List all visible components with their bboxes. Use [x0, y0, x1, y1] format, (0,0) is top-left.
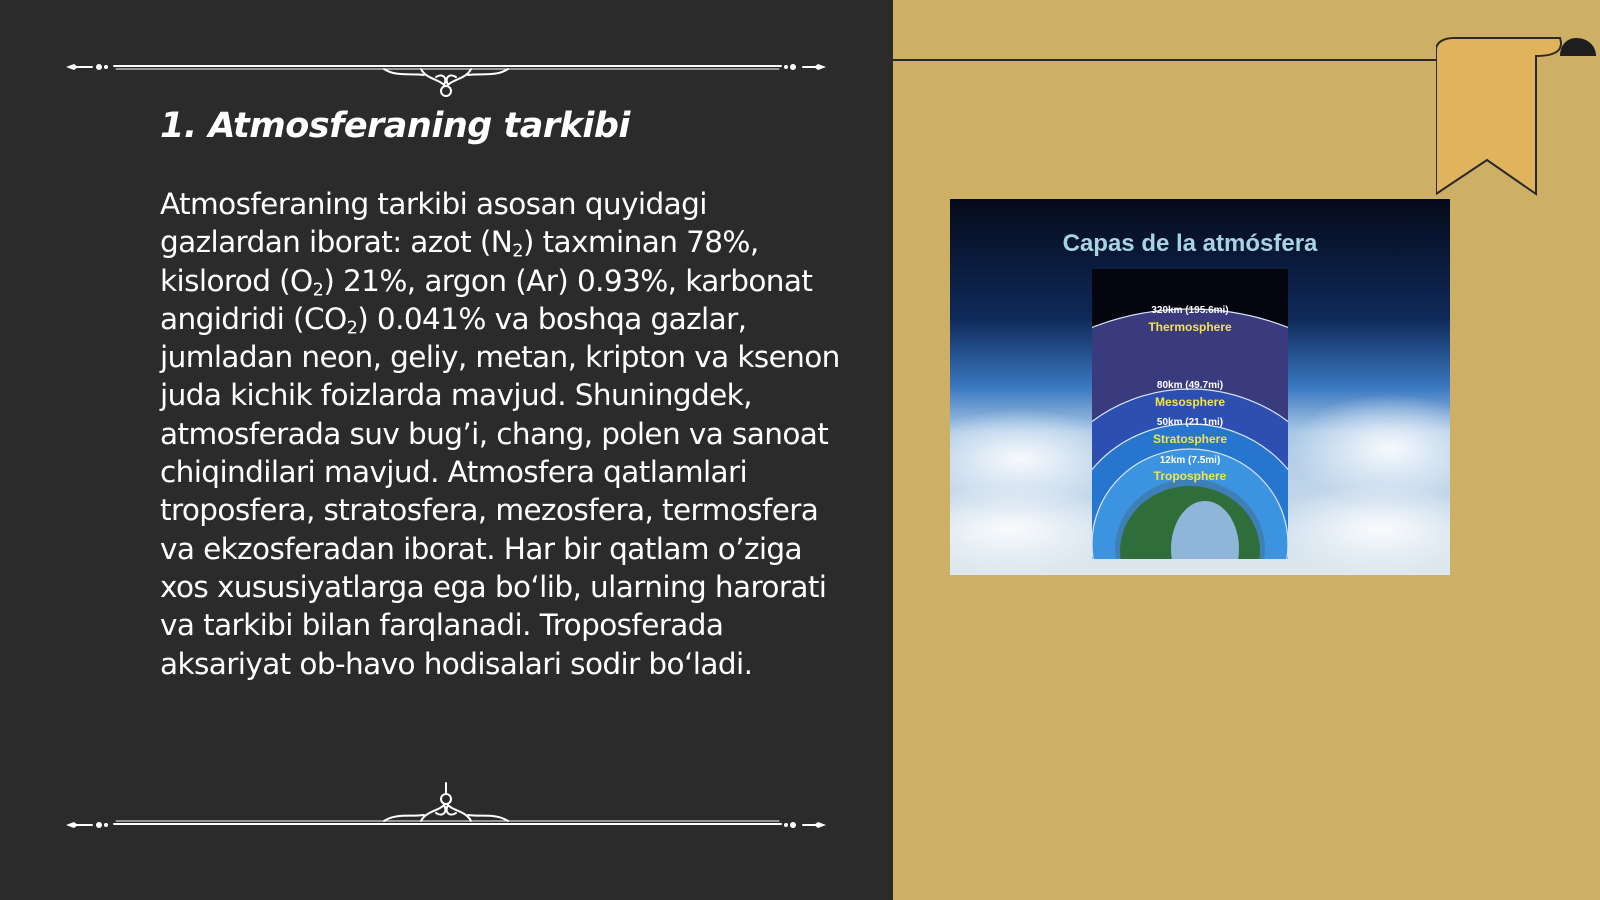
body-text-segment: ) 21%, argon (Ar) 0.93%, karbonat angidridi (CO	[160, 263, 813, 336]
subscript-digit: 2	[312, 280, 324, 301]
bottom-ornament-divider	[66, 775, 826, 835]
body-text-segment: ) taxminan 78%, kislorod (O	[160, 225, 759, 298]
troposphere-label: Troposphere	[1153, 469, 1227, 483]
stratosphere-altitude-label: 50km (21.1mi)	[1156, 417, 1224, 428]
stratosphere-label: Stratosphere	[1152, 432, 1228, 446]
figure-title: Capas de la atmósfera	[1062, 230, 1318, 257]
subscript-digit: 2	[346, 318, 358, 339]
thermosphere-altitude-label: 320km (195.6mi)	[1151, 305, 1229, 316]
mesosphere-altitude-label: 80km (49.7mi)	[1156, 380, 1224, 391]
mesosphere-label: Mesosphere	[1154, 395, 1226, 409]
top-ornament-divider	[66, 37, 826, 97]
slide-title: 1. Atmosferaning tarkibi	[160, 106, 630, 146]
subscript-digit: 2	[512, 241, 523, 262]
bookmark-ribbon-icon	[1436, 36, 1600, 200]
body-text-segment: ) 0.041% va boshqa gazlar, jumladan neon, geliy, metan, kripton va ksenon juda kichik foizlarda mavjud. Shuningdek, atmosferada suv bug’i, chang, polen va sanoat chiqindilari mavjud. Atmosfera qatlamlari troposfera, stratosfera, mezosfera, termosfera va ekzosferadan iborat. Har bir qatlam o’ziga xos xususiyatlarga ega bo‘lib, ularning harorati va tarkibi bilan farqlanadi. Troposferada aksariyat ob-havo hodisalari sodir bo‘ladi.	[160, 301, 840, 681]
slide-body-text	[160, 185, 850, 683]
thermosphere-label: Thermosphere	[1148, 320, 1232, 334]
troposphere-altitude-label: 12km (7.5mi)	[1159, 455, 1221, 466]
atmosphere-layers-figure	[950, 199, 1450, 575]
body-text-segment: Atmosferaning tarkibi asosan quyidagi gazlardan iborat: azot (N	[160, 187, 707, 260]
